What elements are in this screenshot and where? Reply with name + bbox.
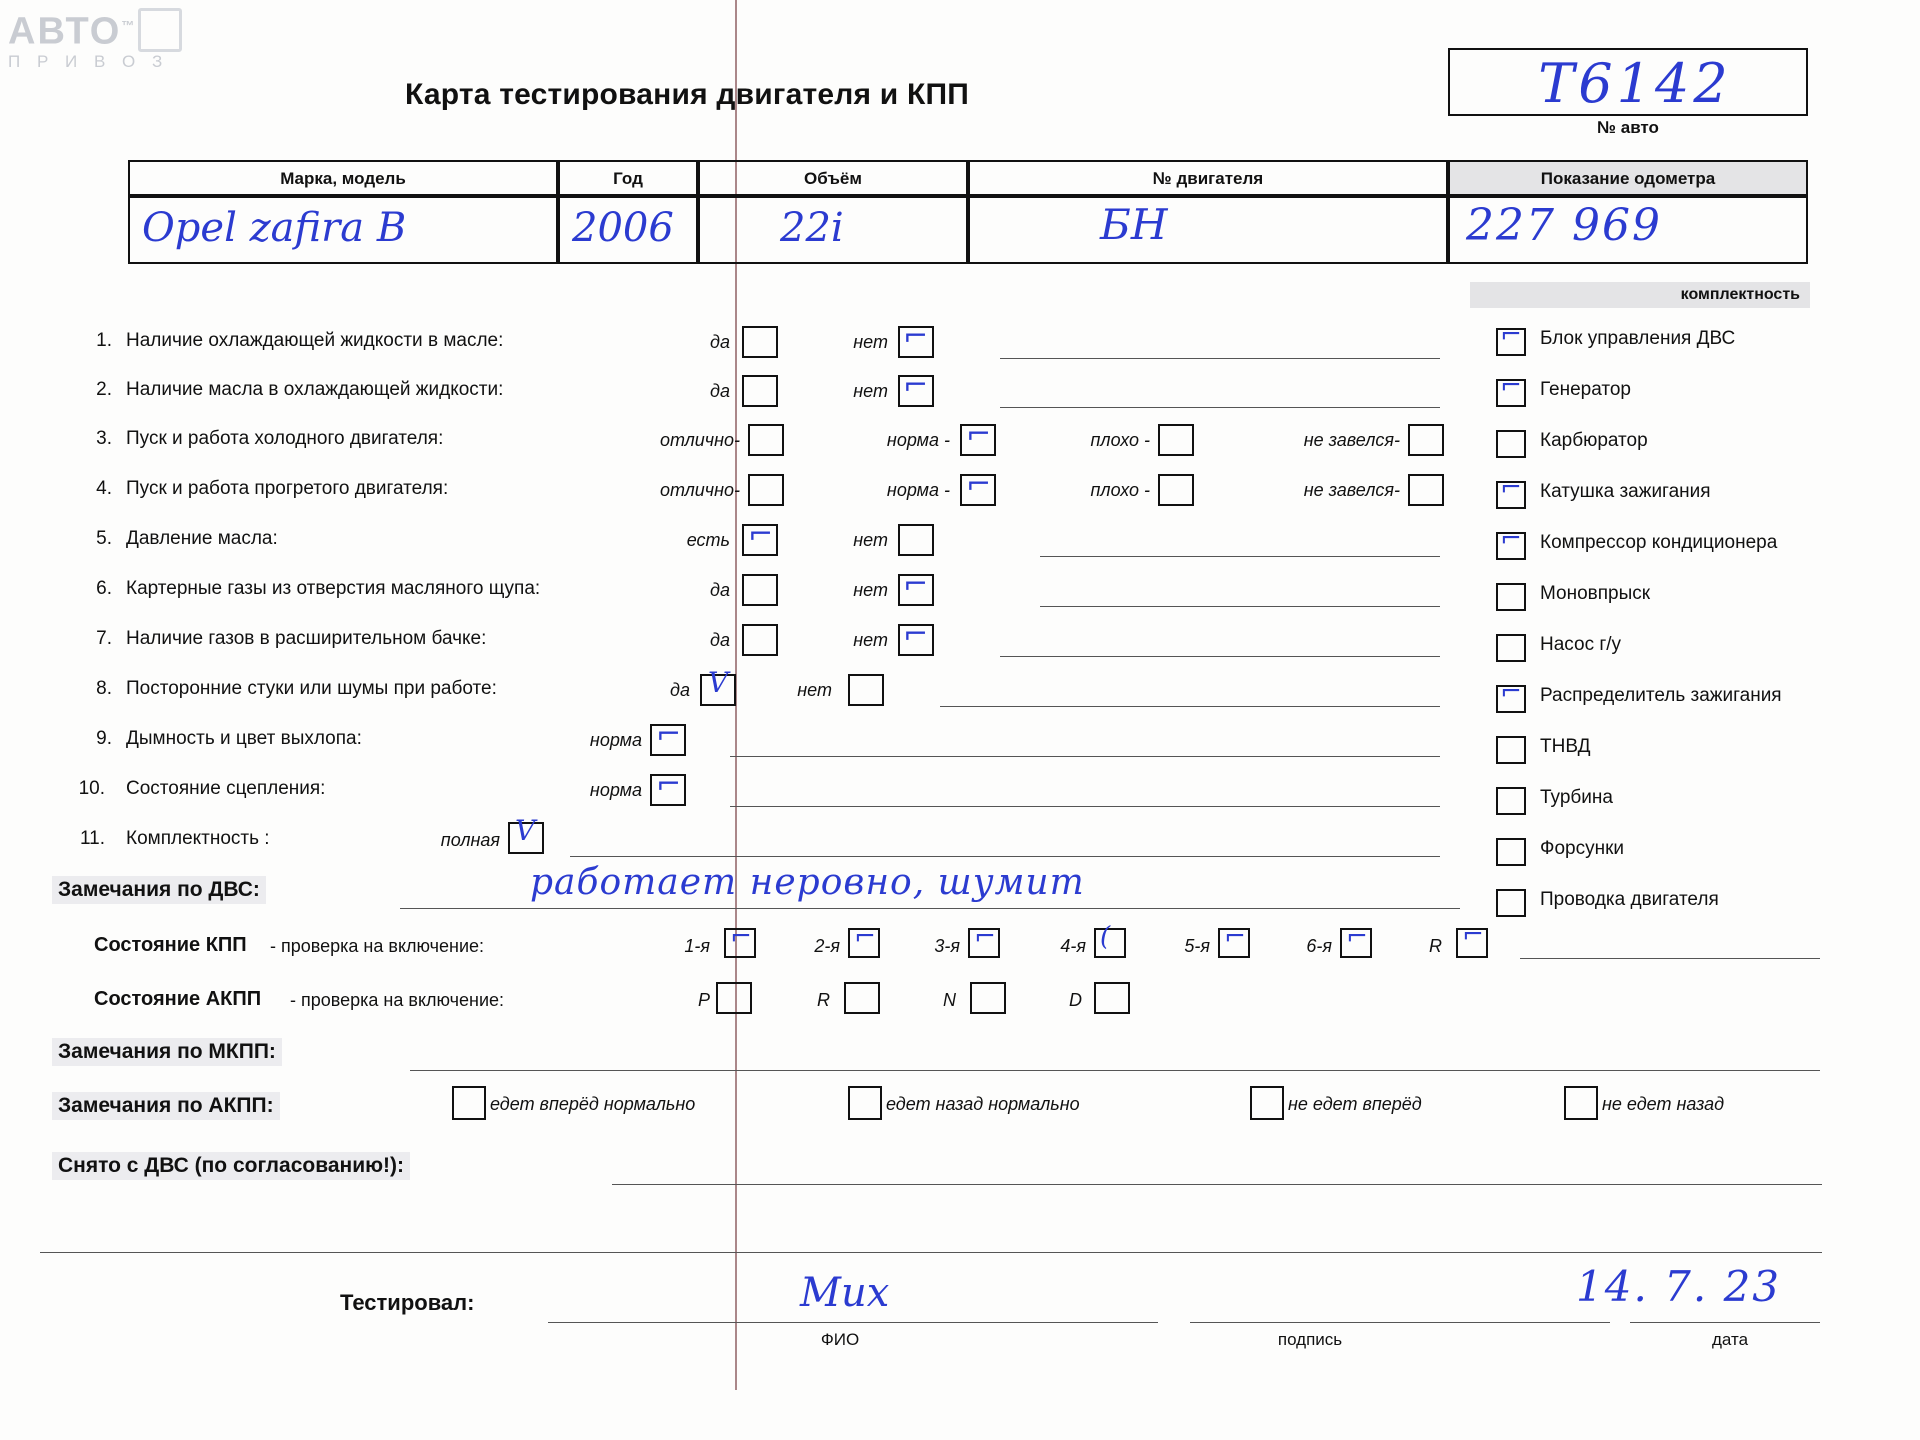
item-2-opt-no: нет [853,381,888,401]
item-3-label: Пуск и работа холодного двигателя: [126,428,444,449]
item-8-opt-yes: да [670,680,690,700]
akpp-mode-n-label: N [943,990,956,1010]
trademark-icon: ™ [121,18,137,33]
value-engine-number: БН [1100,200,1168,249]
item-7-opt-yes: да [710,630,730,650]
komplekt-check-mark-3: ⌐ [1500,473,1522,503]
item-7-label: Наличие газов в расширительном бачке: [126,628,487,649]
komplekt-checkbox-9[interactable] [1496,787,1526,815]
item-1-label: Наличие охлаждающей жидкости в масле: [126,330,504,351]
item-5-opt-yes: есть [686,530,730,550]
item-7-number: 7. [96,628,112,649]
item-8-check-mark: V [708,666,729,699]
item-5-opt-no: нет [853,530,888,550]
item-6-check-mark: ⌐ [903,567,929,602]
item-11-label: Комплектность : [126,828,270,849]
item-1-opt-no: нет [853,332,888,352]
signature-line[interactable] [1190,1322,1610,1323]
item-9-label: Дымность и цвет выхлопа: [126,728,362,749]
komplekt-check-mark-4: ⌐ [1500,524,1522,554]
item-6-label: Картерные газы из отверстия масляного щупа: [126,578,541,599]
notes-akpp-label: Замечания по АКПП: [52,1092,280,1120]
komplekt-label-0: Блок управления ДВС [1540,328,1736,349]
akpp-opt-3-label: не едет назад [1602,1094,1725,1114]
item-9-note-line[interactable] [730,756,1440,757]
logo-subtitle: П Р И В О З [8,51,169,71]
notes-dvs-label: Замечания по ДВС: [52,876,266,904]
item-3-opt-bad: плохо - [1090,430,1150,450]
komplekt-label-9: Турбина [1540,787,1613,808]
auto-privoz-logo [8,6,183,84]
item-9-check-mark: ⌐ [656,717,682,752]
komplekt-check-mark-1: ⌐ [1500,371,1522,401]
item-1-opt-yes: да [710,332,730,352]
item-11-note-line[interactable] [570,856,1440,857]
item-2-note-line[interactable] [1000,407,1440,408]
akpp-opt-2-checkbox[interactable] [1250,1086,1284,1120]
komplekt-label-11: Проводка двигателя [1540,889,1719,910]
item-3-checkbox-excellent[interactable] [748,424,784,456]
akpp-opt-3-checkbox[interactable] [1564,1086,1598,1120]
komplekt-checkbox-2[interactable] [1496,430,1526,458]
kpp-gear-6-mark: ⌐ [1346,922,1368,952]
value-odometer: 227 969 [1466,200,1662,251]
komplekt-label-3: Катушка зажигания [1540,481,1711,502]
tested-by-line[interactable] [548,1322,1158,1323]
item-4-check-mark: ⌐ [966,467,992,502]
item-10-label: Состояние сцепления: [126,778,326,799]
komplekt-check-mark-7: ⌐ [1500,677,1522,707]
kpp-sublabel: - проверка на включение: [270,936,485,956]
item-6-number: 6. [96,578,112,599]
item-4-label: Пуск и работа прогретого двигателя: [126,478,449,499]
notes-mkpp-line[interactable] [410,1070,1820,1071]
kpp-gear-5-label: 5-я [1184,936,1210,956]
akpp-opt-2-label: не едет вперёд [1288,1094,1422,1114]
date-value: 14. 7. 23 [1576,1262,1782,1311]
kpp-gear-4-label: 4-я [1060,936,1086,956]
akpp-opt-0-checkbox[interactable] [452,1086,486,1120]
kpp-gear-2-label: 2-я [814,936,840,956]
item-10-check-mark: ⌐ [656,767,682,802]
item-2-check-mark: ⌐ [903,368,929,403]
item-11-check-mark: V [515,814,536,847]
item-4-checkbox-excellent[interactable] [748,474,784,506]
kpp-gear-4-mark: ( [1100,922,1111,952]
komplekt-label-7: Распределитель зажигания [1540,685,1782,706]
komplekt-checkbox-8[interactable] [1496,736,1526,764]
komplekt-label-4: Компрессор кондиционера [1540,532,1778,553]
item-4-opt-bad: плохо - [1090,480,1150,500]
akpp-mode-d-checkbox[interactable] [1094,982,1130,1014]
notes-dvs-value: работает неровно, шумит [530,862,1085,903]
item-5-note-line[interactable] [1040,556,1440,557]
item-3-check-mark: ⌐ [966,417,992,452]
logo-square-icon [138,8,182,52]
kpp-gear-r-mark: ⌐ [1462,920,1484,950]
item-11-opt-full: полная [440,830,500,850]
kpp-gear-6-label: 6-я [1306,936,1332,956]
item-6-opt-yes: да [710,580,730,600]
page-title: Карта тестирования двигателя и КПП [405,78,969,111]
komplekt-checkbox-5[interactable] [1496,583,1526,611]
item-7-opt-no: нет [853,630,888,650]
th-year: Год [558,160,698,196]
akpp-mode-r-label: R [817,990,830,1010]
item-8-note-line[interactable] [940,706,1440,707]
th-engine-number: № двигателя [968,160,1448,196]
komplekt-checkbox-10[interactable] [1496,838,1526,866]
item-9-opt-norm: норма [589,730,642,750]
value-make-model: Opel zafira B [142,205,407,251]
value-volume: 22i [780,205,844,251]
komplekt-label-5: Моновпрыск [1540,583,1651,604]
item-6-checkbox-yes[interactable] [742,574,778,606]
item-9-number: 9. [96,728,112,749]
item-1-checkbox-yes[interactable] [742,326,778,358]
item-1-number: 1. [96,330,112,351]
komplekt-checkbox-11[interactable] [1496,889,1526,917]
komplekt-label-10: Форсунки [1540,838,1624,859]
notes-dvs-line[interactable] [400,908,1460,909]
item-5-check-mark: ⌐ [748,517,774,552]
item-2-number: 2. [96,379,112,400]
komplekt-label-2: Карбюратор [1540,430,1648,451]
item-6-note-line[interactable] [1040,606,1440,607]
item-10-opt-norm: норма [589,780,642,800]
item-6-opt-no: нет [853,580,888,600]
komplekt-label-6: Насос г/у [1540,634,1622,655]
kpp-gear-3-mark: ⌐ [974,922,996,952]
plate-number-label: № авто [1597,118,1659,137]
kpp-note-line[interactable] [1520,958,1820,959]
komplekt-label-8: ТНВД [1540,736,1591,757]
item-3-number: 3. [96,428,112,449]
akpp-mode-n-checkbox[interactable] [970,982,1006,1014]
item-10-note-line[interactable] [730,806,1440,807]
kpp-gear-r-label: R [1429,936,1442,956]
notes-mkpp-label: Замечания по МКПП: [52,1038,282,1066]
akpp-opt-0-label: едет вперёд нормально [490,1094,696,1114]
item-5-checkbox-no[interactable] [898,524,934,556]
kpp-gear-5-mark: ⌐ [1224,922,1246,952]
th-volume: Объём [698,160,968,196]
item-4-checkbox-nostart[interactable] [1408,474,1444,506]
th-odometer: Показание одометра [1448,160,1808,196]
akpp-mode-d-label: D [1069,990,1082,1010]
kpp-gear-2-mark: ⌐ [854,922,876,952]
item-5-label: Давление масла: [126,528,278,549]
item-3-opt-norm: норма - [886,430,950,450]
item-5-number: 5. [96,528,112,549]
akpp-mode-r-checkbox[interactable] [844,982,880,1014]
value-year: 2006 [572,205,674,251]
item-8-label: Посторонние стуки или шумы при работе: [126,678,497,699]
item-4-number: 4. [96,478,112,499]
item-1-note-line[interactable] [1000,358,1440,359]
plate-number-value: Т6142 [1538,52,1732,115]
removed-parts-label: Снято с ДВС (по согласованию!): [52,1152,410,1180]
komplekt-label-1: Генератор [1540,379,1631,400]
item-2-opt-yes: да [710,381,730,401]
tested-by-label: Тестировал: [340,1290,475,1315]
item-3-checkbox-nostart[interactable] [1408,424,1444,456]
logo-brand: АВТО™ [8,10,137,53]
signature-label: подпись [1277,1330,1343,1349]
item-3-opt-excellent: отлично- [660,430,740,450]
kpp-gear-3-label: 3-я [934,936,960,956]
akpp-mode-p-checkbox[interactable] [716,982,752,1014]
td-engine-number [968,196,1448,264]
komplekt-checkbox-6[interactable] [1496,634,1526,662]
removed-parts-line-2[interactable] [40,1252,1822,1253]
akpp-sublabel: - проверка на включение: [290,990,505,1010]
akpp-opt-1-checkbox[interactable] [848,1086,882,1120]
kpp-gear-1-mark: ⌐ [730,922,752,952]
akpp-opt-1-label: едет назад нормально [886,1094,1080,1114]
date-line[interactable] [1630,1322,1820,1323]
komplektnost-header: комплектность [1470,282,1810,308]
date-label: дата [1711,1330,1749,1349]
fio-label: ФИО [820,1330,860,1349]
item-4-opt-nostart: не завелся- [1303,480,1400,500]
item-8-checkbox-no[interactable] [848,674,884,706]
item-2-checkbox-yes[interactable] [742,375,778,407]
komplekt-check-mark-0: ⌐ [1500,320,1522,350]
item-3-checkbox-bad[interactable] [1158,424,1194,456]
item-1-check-mark: ⌐ [903,319,929,354]
item-8-number: 8. [96,678,112,699]
akpp-label: Состояние АКПП [94,988,262,1010]
item-7-check-mark: ⌐ [903,617,929,652]
item-11-number: 11. [79,828,105,849]
item-7-note-line[interactable] [1000,656,1440,657]
item-3-opt-nostart: не завелся- [1303,430,1400,450]
kpp-gear-1-label: 1-я [684,936,710,956]
item-2-label: Наличие масла в охлаждающей жидкости: [126,379,504,400]
item-4-checkbox-bad[interactable] [1158,474,1194,506]
th-make-model: Марка, модель [128,160,558,196]
akpp-mode-p-label: P [697,990,710,1010]
item-8-opt-no: нет [797,680,832,700]
item-7-checkbox-yes[interactable] [742,624,778,656]
item-10-number: 10. [78,778,105,799]
item-4-opt-excellent: отлично- [660,480,740,500]
item-4-opt-norm: норма - [886,480,950,500]
kpp-label: Состояние КПП [94,934,247,956]
removed-parts-line-1[interactable] [612,1184,1822,1185]
tested-by-value: Мих [800,1270,890,1316]
